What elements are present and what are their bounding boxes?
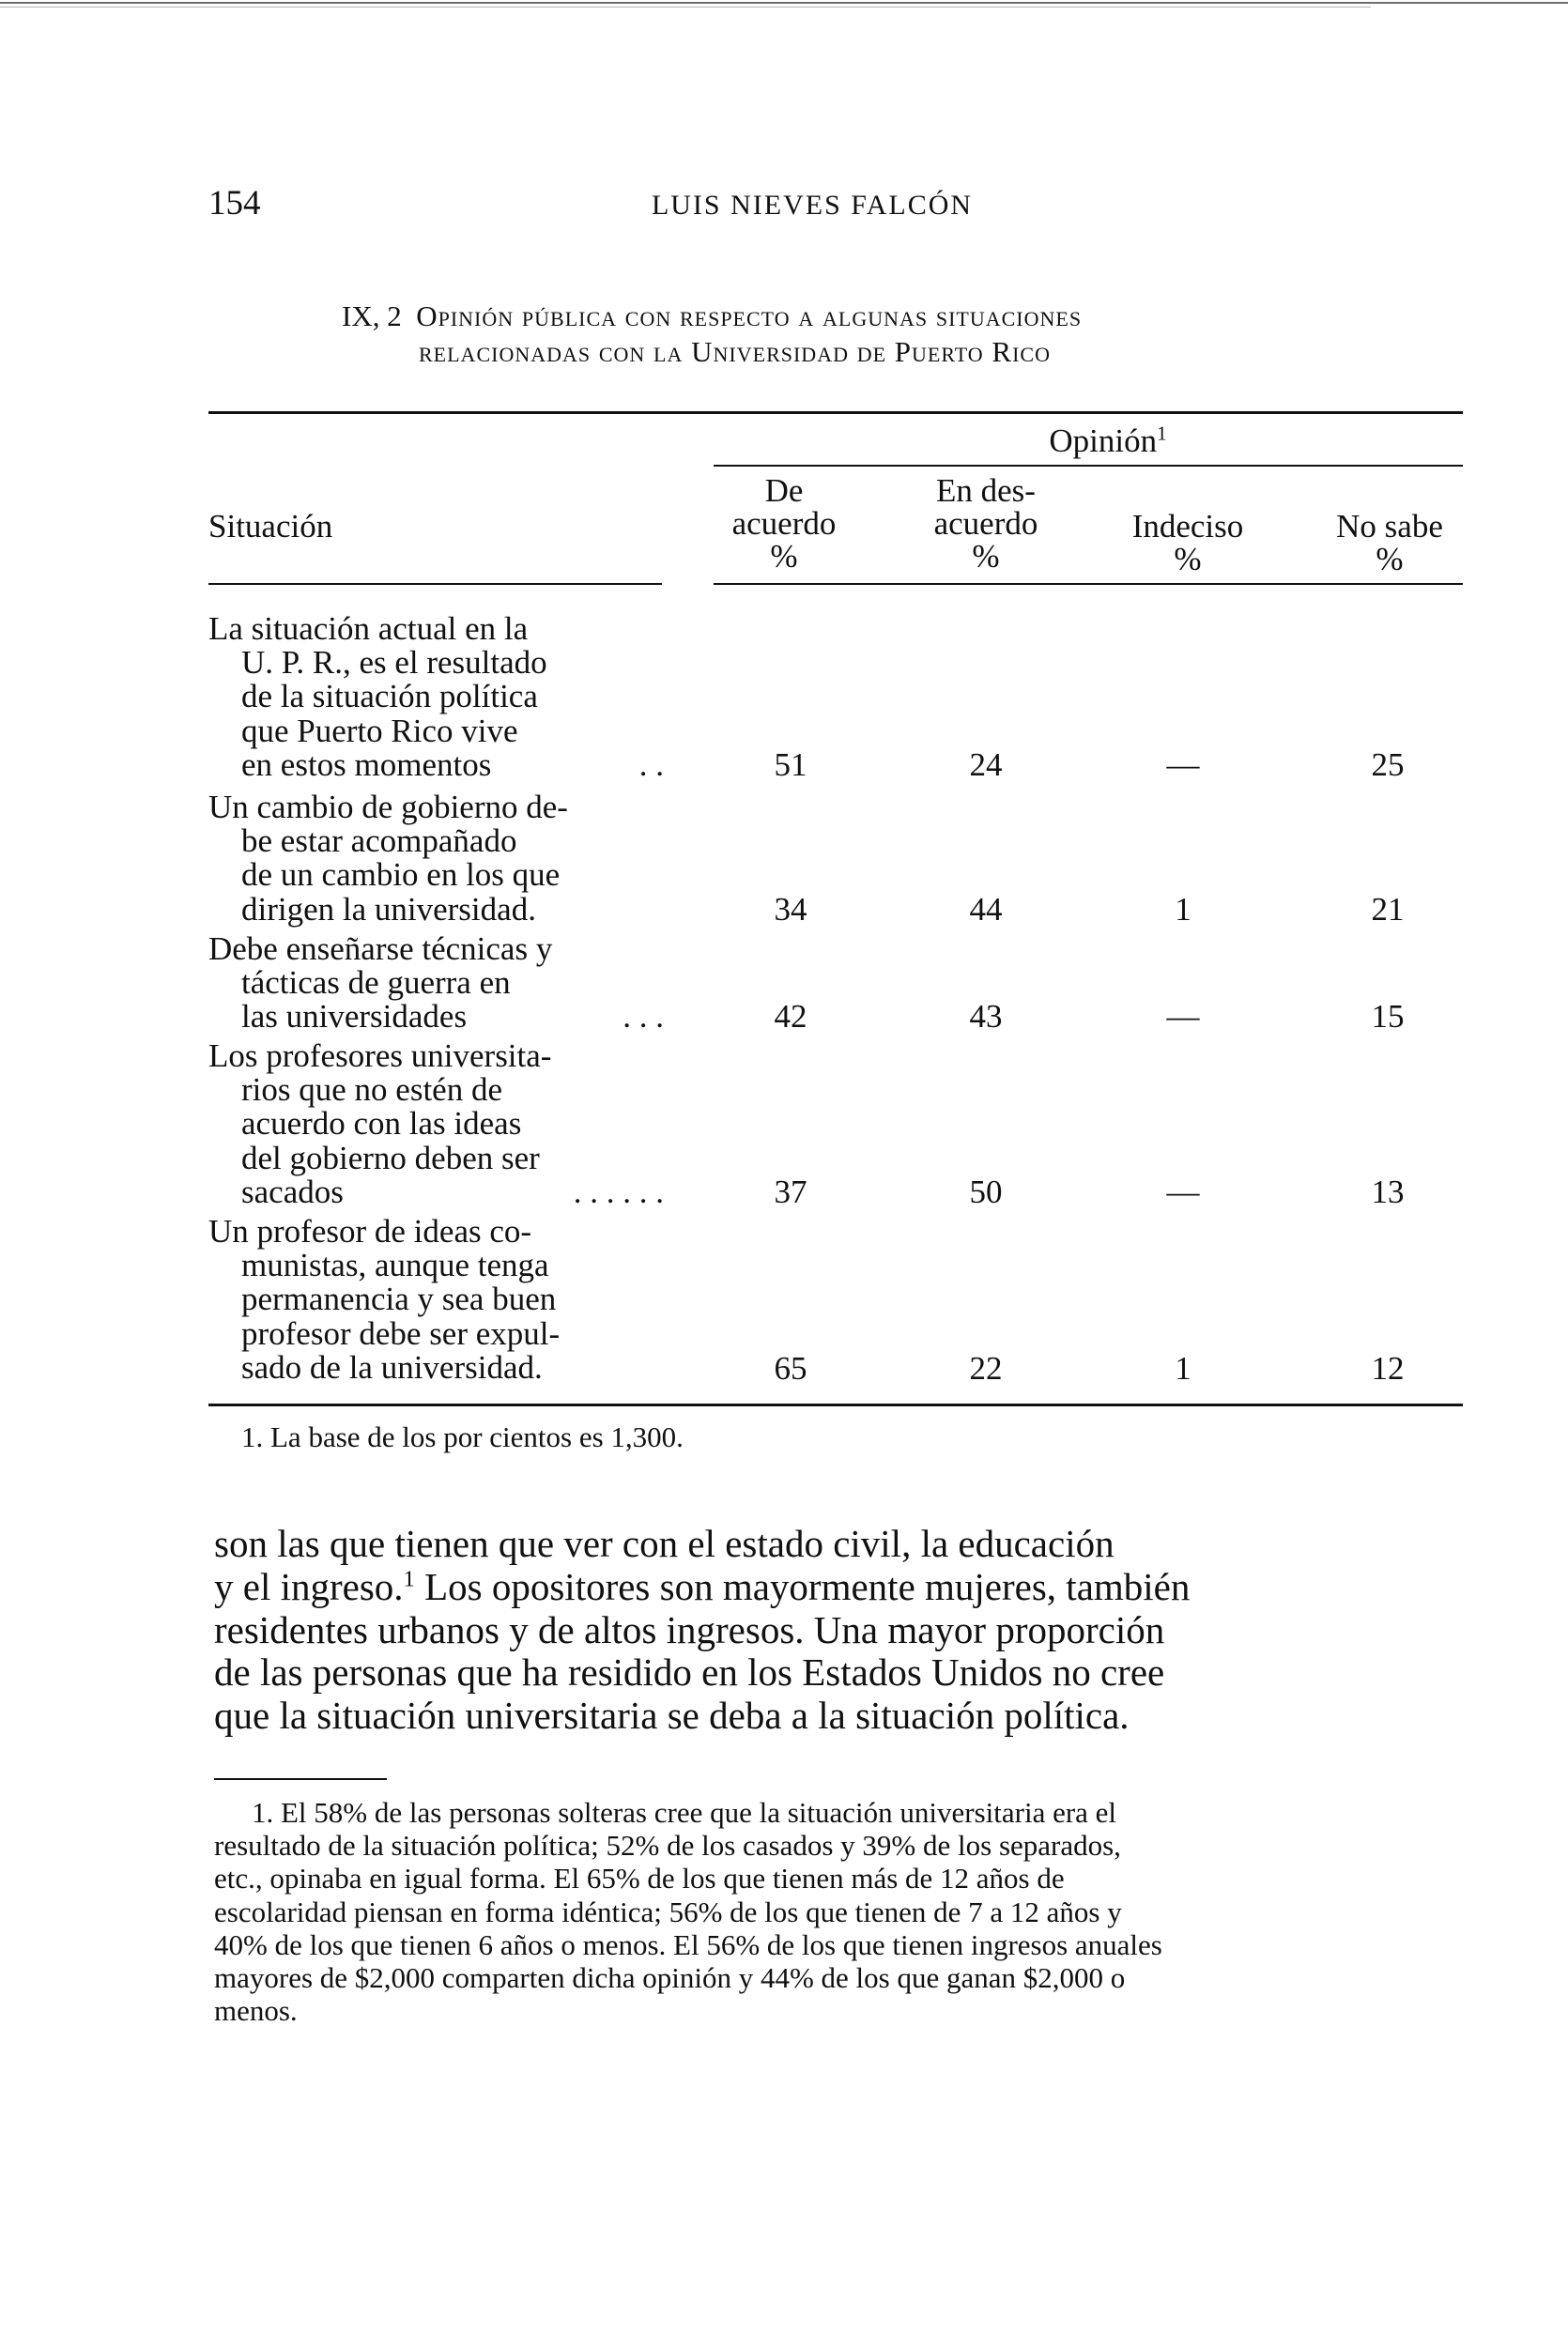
table-cell-indeciso: 1 [1175,891,1191,928]
table-cell-de-acuerdo: 34 [774,891,807,928]
table-cell-no-sabe: 25 [1371,746,1405,783]
column-header-no-sabe: No sabe % [1336,508,1443,577]
table-caption [342,299,1337,370]
column-header-de-acuerdo: De acuerdo % [731,472,837,575]
opinion-group-header: Opinión$^1$ [1049,422,1167,459]
values-header-rule [714,583,1463,585]
situacion-header-rule [208,583,662,585]
page-number: 154 [208,184,261,223]
table-row-situation: La situación actual en la U. P. R., es el resultado de la situación política que Puerto Rico vive en estos momentos . . [208,610,664,783]
footnote-line: menos. [214,1994,298,2028]
table-title-line2: relacionadas con la Universidad de Puerto Rico [419,335,1051,368]
table-cell-en-desacuerdo: 22 [969,1350,1003,1387]
table-cell-de-acuerdo: 42 [774,998,807,1035]
table-cell-en-desacuerdo: 50 [969,1174,1003,1210]
column-header-situacion: Situación [208,508,333,545]
table-top-rule [208,411,1463,414]
table-row-situation: Los profesores universita- rios que no estén de acuerdo con las ideas del gobierno deben ser sacados . . . . . . [208,1037,664,1210]
table-row-situation: Un cambio de gobierno de- be estar acompañado de un cambio en los que dirigen la universidad. [208,789,568,928]
column-header-en-desacuerdo: En des- acuerdo % [933,472,1038,575]
footnote-line: 1. El 58% de las personas solteras cree que la situación universitaria era el [252,1796,1117,1829]
footnote-line: 40% de los que tienen 6 años o menos. El 56% de los que tienen ingresos anuales [214,1927,1162,1961]
table-row-situation: Un profesor de ideas co- munistas, aunque tenga permanencia y sea buen profesor debe ser expul- sado de la universidad. [208,1213,561,1386]
body-paragraph [214,1523,1468,1738]
table-number: IX, 2 [342,299,402,332]
footnote-line: resultado de la situación política; 52% de los casados y 39% de los separados, [214,1829,1121,1863]
footnote-separator [214,1778,387,1780]
footnote-line: mayores de $2,000 comparten dicha opinión y 44% de los que ganan $2,000 o [214,1961,1126,1995]
table-cell-de-acuerdo: 65 [774,1350,807,1387]
running-head: LUIS NIEVES FALCÓN [651,190,974,221]
opinion-group-rule [714,465,1463,467]
scan-edge-line [0,2,1568,4]
table-cell-de-acuerdo: 37 [774,1174,807,1210]
table-row-situation: Debe enseñarse técnicas y tácticas de guerra en las universidades . . . [208,930,664,1036]
table-cell-en-desacuerdo: 24 [969,746,1003,783]
table-cell-no-sabe: 21 [1371,891,1405,928]
opinion-footnote-mark: 1 [1157,422,1167,445]
table-cell-indeciso: 1 [1175,1350,1191,1387]
scan-edge-line-faint [0,7,1371,8]
page-footnote [214,1796,1468,2027]
table-footnote: 1. La base de los por cientos es 1,300. [241,1420,684,1453]
table-cell-no-sabe: 12 [1371,1350,1405,1387]
table-title-line1: Opinión pública con respecto a algunas situaciones [416,299,1083,332]
table-cell-en-desacuerdo: 43 [969,998,1003,1035]
table-cell-no-sabe: 13 [1371,1174,1405,1210]
footnote-line: escolaridad piensan en forma idéntica; 56% de los que tienen de 7 a 12 años y [214,1895,1122,1928]
body-line: que la situación universitaria se deba a la situación política. [214,1694,1130,1738]
table-cell-indeciso: — [1166,998,1200,1035]
footnote-reference: 1 [403,1566,415,1592]
body-line: de las personas que ha residido en los Estados Unidos no cree [214,1650,1165,1695]
table-cell-indeciso: — [1166,746,1200,783]
footnote-line: etc., opinaba en igual forma. El 65% de los que tienen más de 12 años de [214,1862,1065,1896]
table-bottom-rule [208,1404,1463,1406]
body-line: residentes urbanos y de altos ingresos. Una mayor proporción [214,1607,1165,1651]
column-header-indeciso: Indeciso % [1131,508,1244,577]
table-cell-de-acuerdo: 51 [774,746,807,783]
body-line: y el ingreso.$^1$ Los opositores son mayormente mujeres, también [214,1564,1191,1608]
table-cell-en-desacuerdo: 44 [969,891,1003,928]
body-line: son las que tienen que ver con el estado civil, la educación [214,1522,1115,1565]
table-cell-indeciso: — [1166,1174,1200,1210]
table-cell-no-sabe: 15 [1371,998,1405,1035]
